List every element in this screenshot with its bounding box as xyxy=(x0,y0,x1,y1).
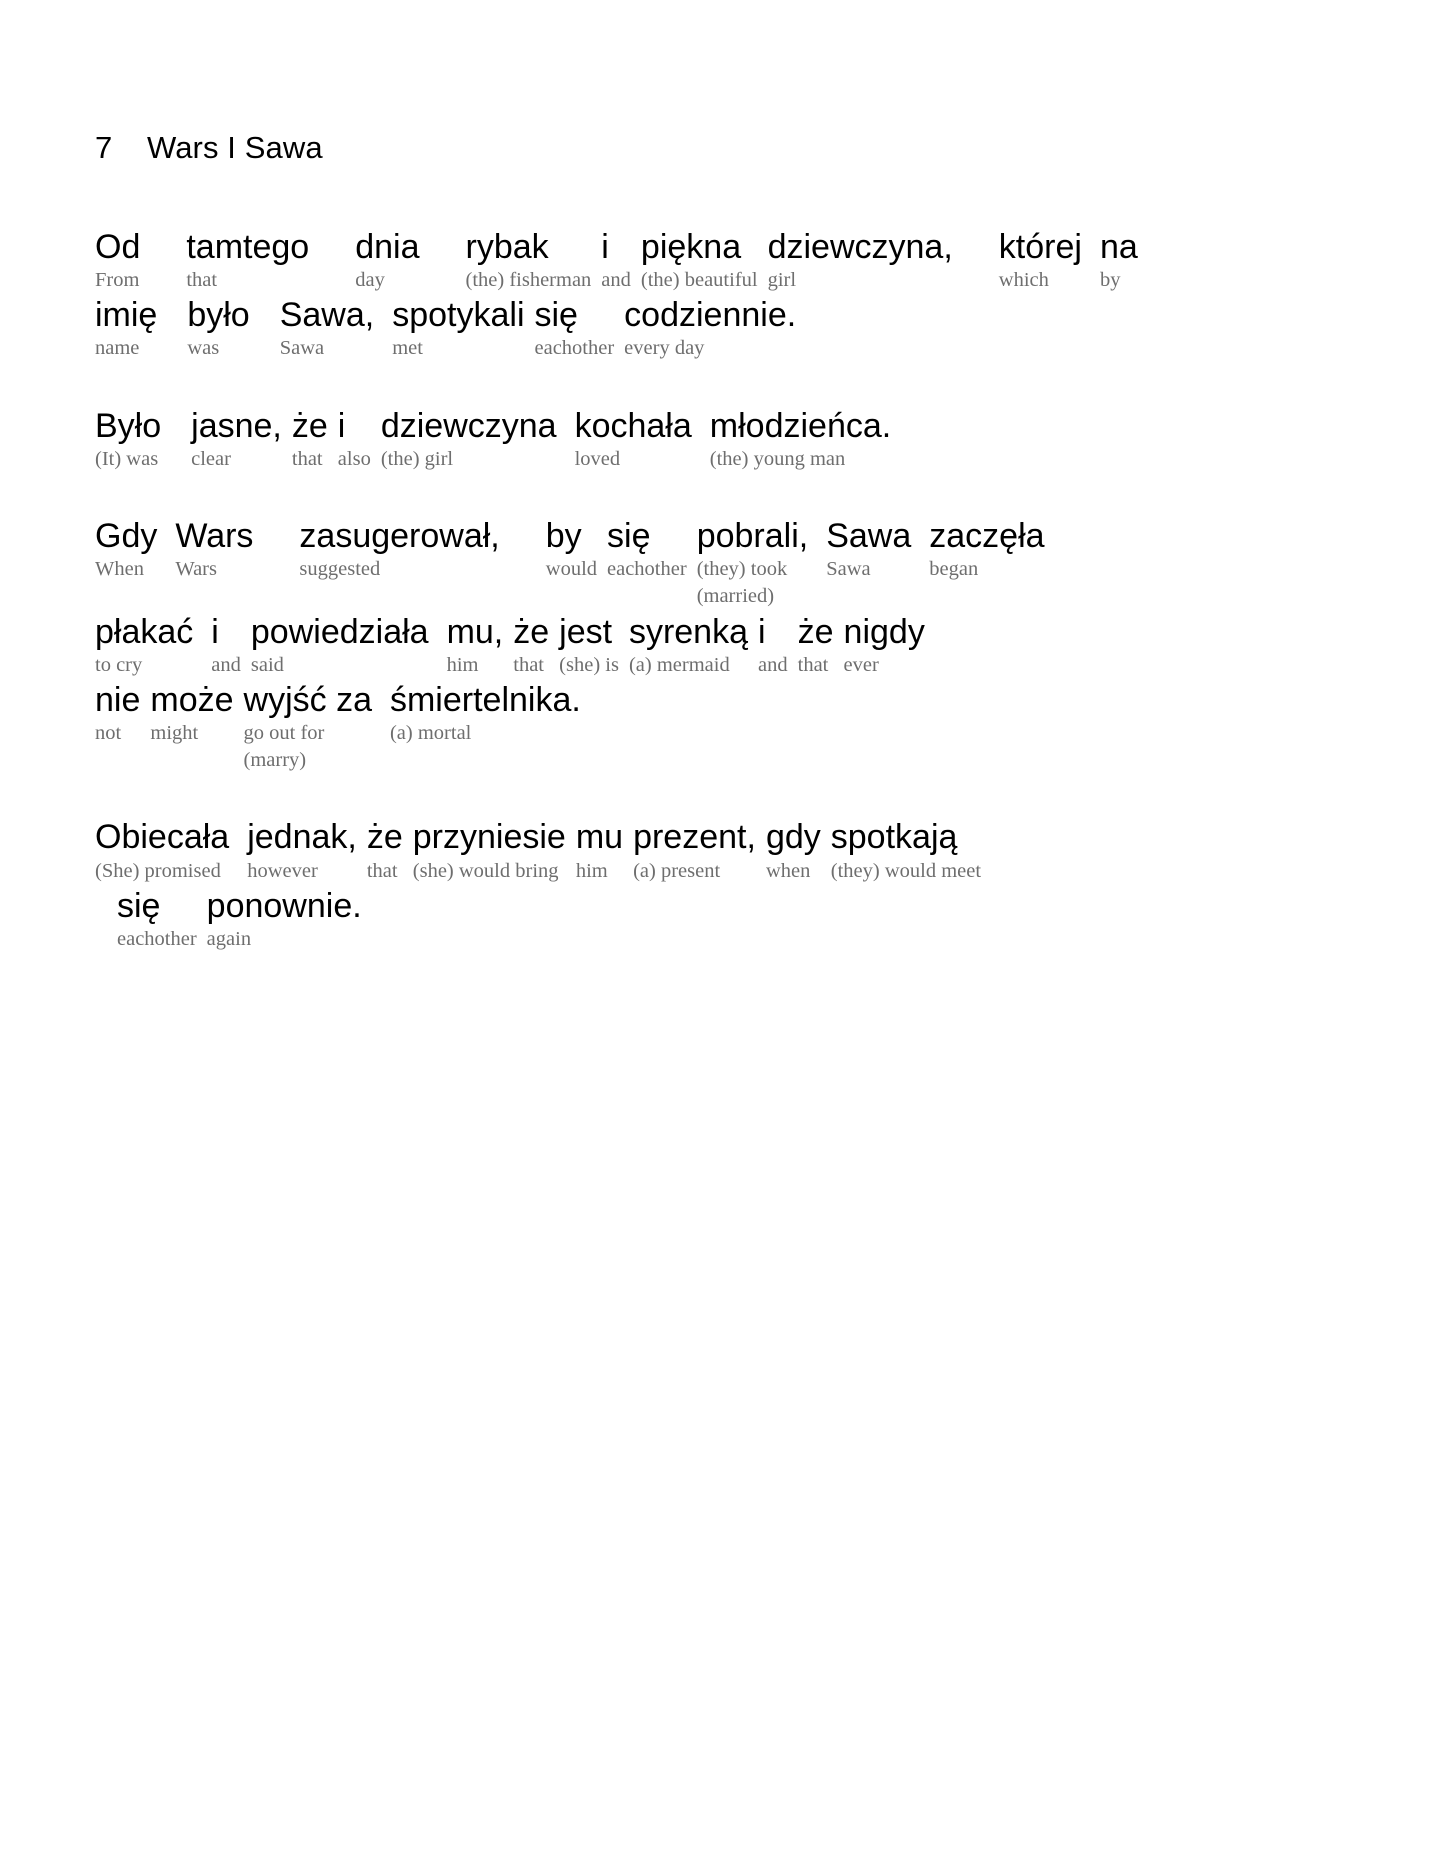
source-word: jasne, xyxy=(191,406,282,445)
gloss-unit xyxy=(186,228,309,294)
gloss-unit xyxy=(95,681,140,747)
source-word: może xyxy=(150,680,234,719)
gloss-unit xyxy=(844,613,925,679)
source-word: tamtego xyxy=(186,228,310,266)
gloss-unit xyxy=(117,887,197,953)
source-word: że xyxy=(291,406,328,445)
gloss-word: Sawa xyxy=(279,337,325,360)
source-word: się xyxy=(534,296,578,335)
source-word: mu, xyxy=(446,612,504,651)
source-word: powiedziała xyxy=(250,612,429,651)
gloss-word: which xyxy=(998,269,1049,292)
gloss-unit xyxy=(280,296,375,362)
source-word: i xyxy=(337,406,346,445)
gloss-word-continuation: (marry) xyxy=(243,749,307,772)
gloss-word: him xyxy=(575,859,608,882)
gloss-unit xyxy=(247,818,357,884)
gloss-word: eachother xyxy=(607,558,687,581)
gloss-word: to cry xyxy=(95,653,143,676)
gloss-unit xyxy=(251,613,429,679)
gloss-unit xyxy=(95,613,193,679)
source-word: ponownie. xyxy=(206,886,362,925)
source-word: Sawa xyxy=(826,516,912,555)
gloss-word: girl xyxy=(767,269,797,292)
source-word: się xyxy=(607,516,651,555)
gloss-word: day xyxy=(355,269,385,292)
gloss-word: (a) mermaid xyxy=(628,653,730,676)
gloss-word: (she) would bring xyxy=(412,859,559,882)
gloss-word: (the) fisherman xyxy=(465,269,592,292)
gloss-word: clear xyxy=(191,447,231,470)
gloss-word: Wars xyxy=(175,558,217,581)
gloss-word: eachother xyxy=(117,927,197,950)
source-word: i xyxy=(758,612,766,651)
gloss-unit xyxy=(559,613,619,679)
gloss-word: met xyxy=(392,337,423,360)
gloss-unit xyxy=(187,296,249,362)
source-word: jest xyxy=(559,612,613,651)
gloss-word: when xyxy=(765,859,811,882)
gloss-unit xyxy=(367,818,403,884)
page-title xyxy=(95,130,1350,166)
gloss-word: again xyxy=(206,927,252,950)
gloss-word: (It) was xyxy=(95,447,159,470)
source-word: rybak xyxy=(465,228,549,266)
gloss-word: From xyxy=(95,269,140,292)
gloss-unit xyxy=(191,407,282,473)
gloss-unit xyxy=(95,228,140,294)
gloss-unit xyxy=(576,818,623,884)
gloss-line xyxy=(95,407,1350,473)
source-word: kochała xyxy=(574,406,692,445)
gloss-unit xyxy=(929,517,1044,583)
gloss-word: (they) took xyxy=(696,558,788,581)
source-word: przyniesie xyxy=(412,818,566,857)
gloss-line xyxy=(95,681,1350,775)
gloss-word: that xyxy=(366,859,398,882)
source-word: gdy xyxy=(765,818,821,857)
source-word: Sawa, xyxy=(279,296,375,335)
gloss-unit xyxy=(641,228,758,294)
gloss-unit xyxy=(513,613,549,679)
source-word: młodzieńca. xyxy=(709,406,892,445)
source-word: Gdy xyxy=(95,516,158,555)
source-word: której xyxy=(998,228,1082,266)
gloss-word: eachother xyxy=(534,337,615,360)
gloss-unit xyxy=(390,681,581,747)
gloss-line xyxy=(95,517,1350,611)
source-word: na xyxy=(1099,228,1138,266)
source-word: zaczęła xyxy=(929,516,1045,555)
gloss-word: and xyxy=(601,269,631,292)
gloss-unit xyxy=(710,407,891,473)
gloss-word: and xyxy=(211,653,241,676)
source-word: nie xyxy=(95,680,141,719)
gloss-word: every day xyxy=(624,337,705,360)
gloss-block xyxy=(95,228,1350,363)
source-word: dziewczyna xyxy=(380,406,557,445)
source-word: śmiertelnika. xyxy=(389,680,581,719)
gloss-word: (the) girl xyxy=(380,447,454,470)
source-word: spotykali xyxy=(392,296,525,335)
source-word: że xyxy=(797,612,834,651)
gloss-unit xyxy=(413,818,566,884)
gloss-unit xyxy=(95,407,161,473)
gloss-word: suggested xyxy=(299,558,381,581)
gloss-unit xyxy=(355,228,419,294)
gloss-unit xyxy=(766,818,821,884)
gloss-block xyxy=(95,818,1350,953)
gloss-word: go out for xyxy=(243,721,325,744)
gloss-unit xyxy=(292,407,328,473)
gloss-word: also xyxy=(337,447,371,470)
gloss-word: (the) beautiful xyxy=(640,269,758,292)
gloss-line xyxy=(95,228,1350,294)
source-word: i xyxy=(211,612,219,651)
interlinear-gloss-body xyxy=(95,228,1350,953)
section-number: 7 xyxy=(95,130,113,165)
source-word: piękna xyxy=(640,228,742,266)
gloss-unit xyxy=(546,517,597,583)
gloss-word: (a) present xyxy=(633,859,721,882)
gloss-unit xyxy=(466,228,592,294)
gloss-unit xyxy=(624,296,796,362)
gloss-unit xyxy=(607,517,687,583)
gloss-word: was xyxy=(187,337,220,360)
gloss-unit xyxy=(150,681,233,747)
source-word: prezent, xyxy=(633,818,756,857)
gloss-unit xyxy=(95,296,157,362)
source-word: codziennie. xyxy=(624,296,797,335)
gloss-unit xyxy=(601,228,631,294)
source-word: że xyxy=(513,612,550,651)
gloss-unit xyxy=(381,407,557,473)
gloss-line xyxy=(95,613,1350,679)
gloss-word: (a) mortal xyxy=(389,721,472,744)
gloss-word: When xyxy=(95,558,144,581)
source-word: jednak, xyxy=(247,818,357,857)
gloss-word: (they) would meet xyxy=(830,859,982,882)
source-word: wyjść za xyxy=(243,680,372,719)
source-word: imię xyxy=(95,296,158,335)
source-word: nigdy xyxy=(843,612,925,651)
gloss-word: said xyxy=(250,653,284,676)
gloss-word: (she) is xyxy=(559,653,619,676)
gloss-word: that xyxy=(797,653,829,676)
source-word: dnia xyxy=(355,228,420,266)
gloss-word: (the) young man xyxy=(709,447,846,470)
gloss-block xyxy=(95,517,1350,774)
gloss-unit xyxy=(697,517,809,611)
gloss-line xyxy=(95,818,1350,884)
gloss-word: Sawa xyxy=(826,558,871,581)
gloss-unit xyxy=(392,296,524,362)
source-word: Było xyxy=(95,406,162,445)
gloss-unit xyxy=(338,407,371,473)
source-word: Obiecała xyxy=(95,818,230,857)
gloss-unit xyxy=(831,818,981,884)
gloss-word: loved xyxy=(574,447,621,470)
gloss-unit xyxy=(244,681,372,775)
gloss-unit xyxy=(95,517,157,583)
gloss-unit xyxy=(633,818,756,884)
source-word: pobrali, xyxy=(696,516,809,555)
gloss-unit xyxy=(1100,228,1138,294)
source-word: że xyxy=(366,818,403,857)
gloss-unit xyxy=(299,517,499,583)
gloss-unit xyxy=(826,517,911,583)
gloss-unit xyxy=(207,887,362,953)
gloss-unit xyxy=(758,613,788,679)
gloss-unit xyxy=(629,613,748,679)
gloss-word: not xyxy=(95,721,122,744)
gloss-word: that xyxy=(186,269,218,292)
gloss-word: that xyxy=(291,447,323,470)
source-word: płakać xyxy=(95,612,194,651)
gloss-word: him xyxy=(446,653,479,676)
source-word: było xyxy=(187,296,250,335)
gloss-unit xyxy=(95,818,229,884)
source-word: mu xyxy=(575,818,624,857)
gloss-word-continuation: (married) xyxy=(696,585,775,608)
gloss-word: and xyxy=(758,653,788,676)
gloss-line xyxy=(95,887,1350,953)
gloss-word: however xyxy=(247,859,318,882)
source-word: Wars xyxy=(175,516,254,555)
gloss-unit xyxy=(447,613,504,679)
source-word: by xyxy=(545,516,582,555)
gloss-line xyxy=(95,296,1350,362)
source-word: spotkają xyxy=(830,818,958,857)
gloss-unit xyxy=(798,613,834,679)
source-word: i xyxy=(601,228,609,266)
gloss-unit xyxy=(211,613,241,679)
gloss-unit xyxy=(535,296,615,362)
gloss-block xyxy=(95,407,1350,473)
gloss-word: ever xyxy=(843,653,879,676)
source-word: zasugerował, xyxy=(299,516,500,555)
gloss-unit xyxy=(175,517,253,583)
gloss-unit xyxy=(768,228,953,294)
source-word: syrenką xyxy=(628,612,749,651)
gloss-word: began xyxy=(929,558,979,581)
gloss-word: by xyxy=(1099,269,1121,292)
source-word: się xyxy=(117,886,161,925)
gloss-unit xyxy=(575,407,692,473)
gloss-word: that xyxy=(513,653,544,676)
source-word: dziewczyna, xyxy=(767,228,953,266)
gloss-word: might xyxy=(150,721,199,744)
gloss-word: would xyxy=(545,558,598,581)
gloss-unit xyxy=(999,228,1082,294)
source-word: Od xyxy=(95,228,141,266)
section-title: Wars I Sawa xyxy=(147,130,323,165)
gloss-word: name xyxy=(95,337,140,360)
gloss-word: (She) promised xyxy=(95,859,221,882)
